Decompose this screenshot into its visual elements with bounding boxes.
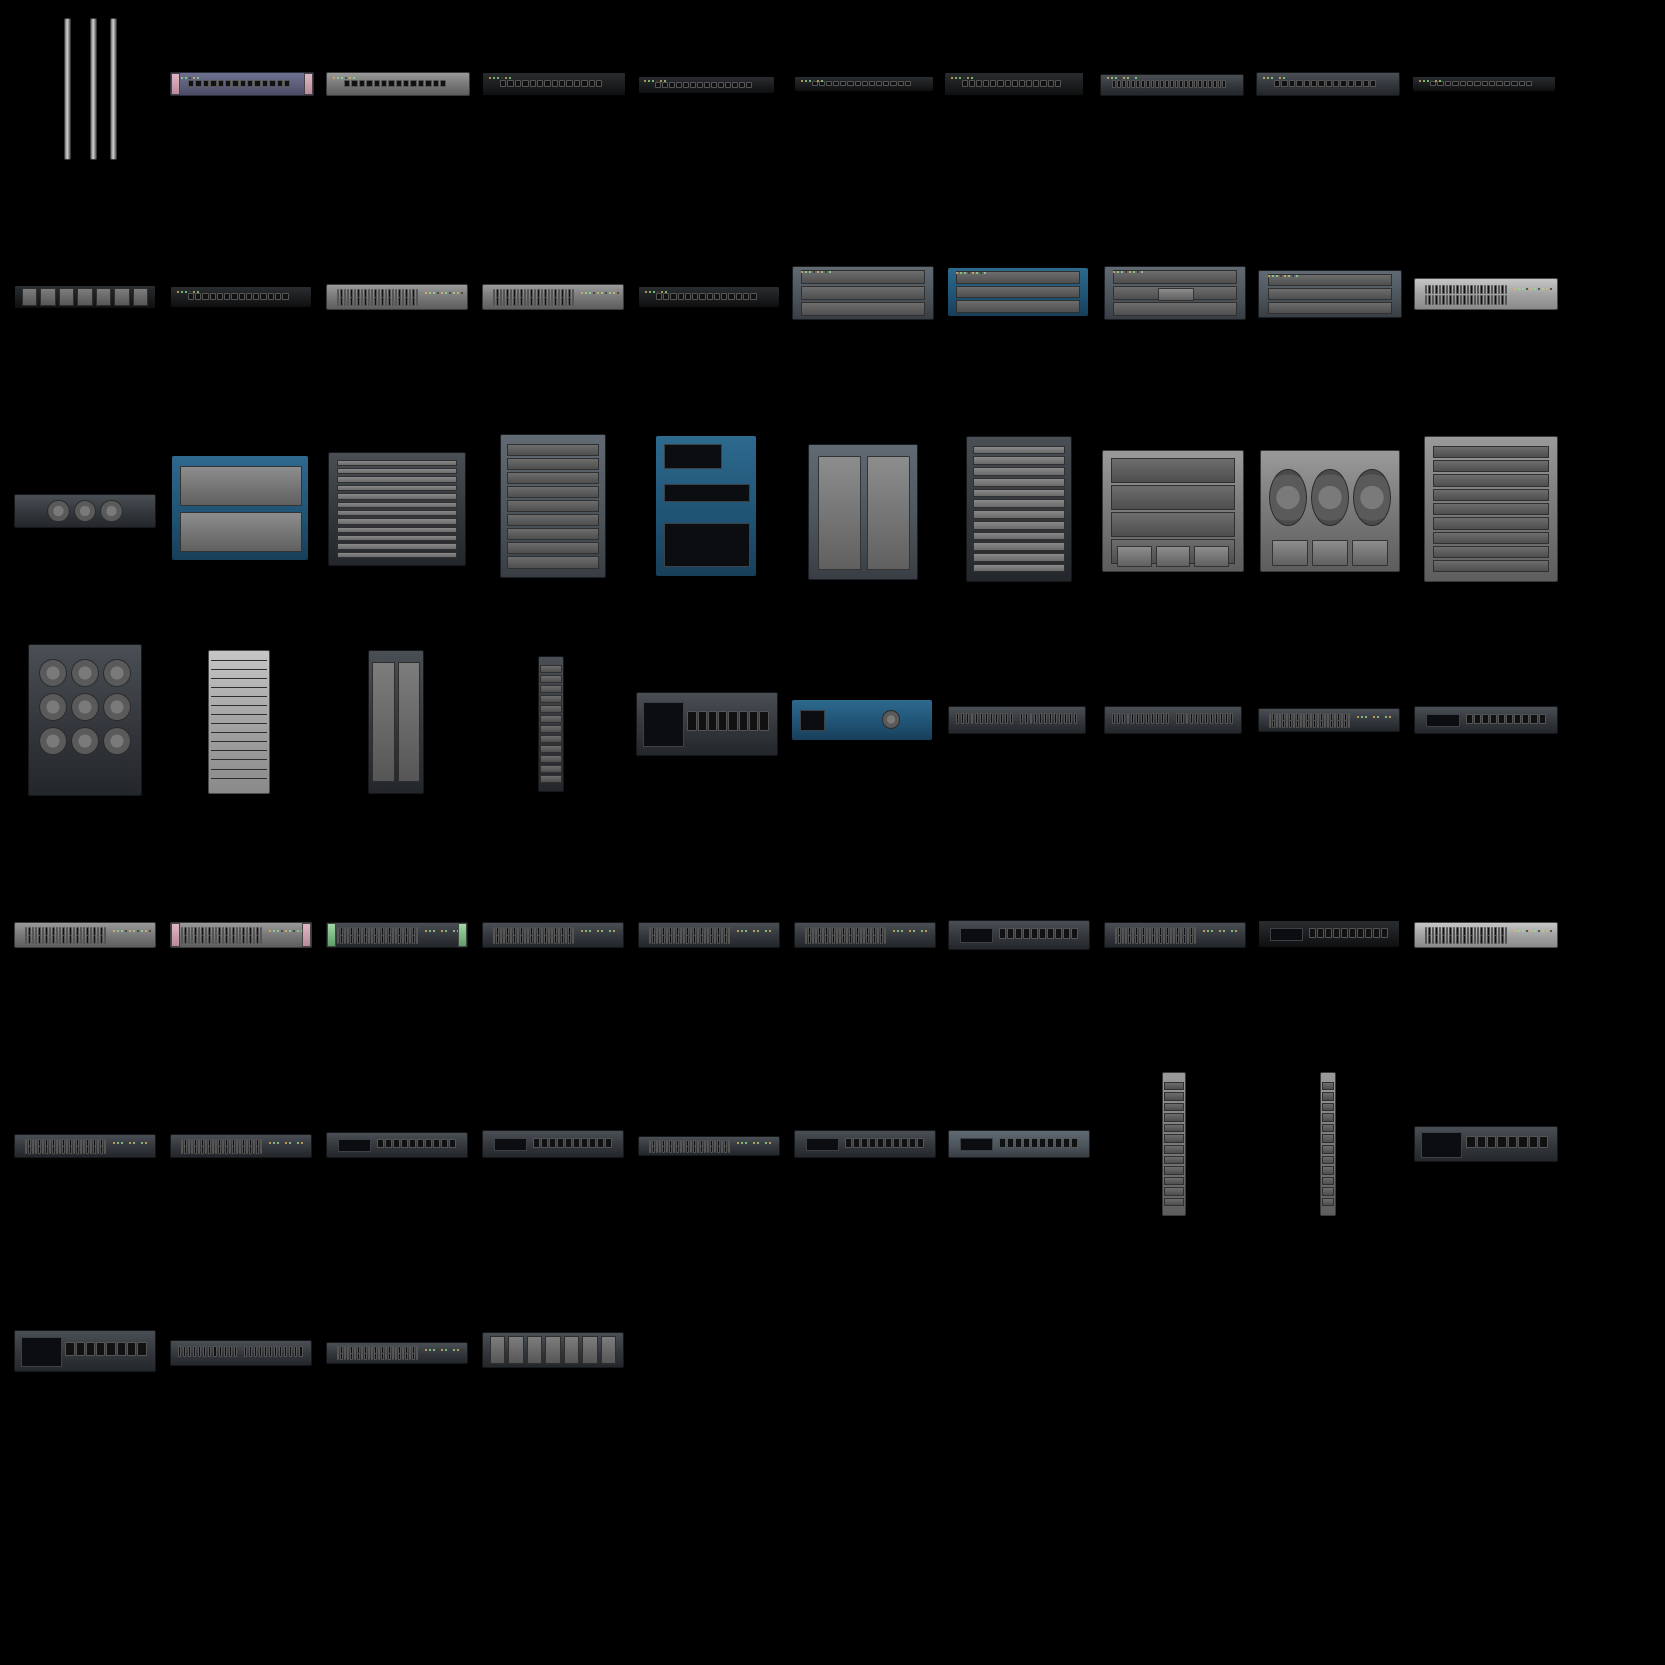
status-led-strip	[1357, 716, 1395, 718]
port-strip	[337, 290, 418, 296]
line-card-stack	[1433, 446, 1549, 573]
switch-1u-48port-a-faceplate	[326, 284, 468, 310]
switch-1u-row5-i-faceplate	[1258, 920, 1400, 948]
appliance-1u-purple[interactable]	[170, 72, 312, 94]
appliance-2u-row7-a[interactable]	[14, 1330, 154, 1370]
fan-tray-columns	[33, 651, 136, 789]
port-strip	[25, 1147, 106, 1153]
fan-row	[1269, 463, 1390, 533]
switch-1u-row6-g[interactable]	[948, 1130, 1088, 1156]
port-strip	[337, 936, 418, 942]
port-strip	[1309, 929, 1387, 937]
port-strip	[493, 298, 574, 304]
chassis-2u-slate-c[interactable]	[1258, 270, 1400, 316]
switch-1u-row6-d-faceplate	[482, 1130, 624, 1158]
chassis-fan-front-faceplate	[1260, 450, 1400, 572]
status-led-strip	[333, 77, 355, 79]
port-strip	[344, 81, 446, 87]
rack-ear-left	[171, 73, 180, 95]
port-strip	[337, 298, 418, 304]
appliance-1u-black-b-faceplate	[638, 76, 775, 94]
module-blades-1u[interactable]	[14, 285, 154, 307]
status-led-strip	[801, 80, 823, 82]
chassis-blue-tower-faceplate	[656, 436, 756, 576]
port-strip	[377, 1140, 455, 1147]
port-strip	[649, 1141, 730, 1146]
rack-rail-post-right-faceplate	[110, 18, 117, 160]
appliance-1u-purple-faceplate	[170, 72, 314, 96]
appliance-1u-black-d-faceplate	[944, 72, 1084, 96]
chassis-2u-slate-a-faceplate	[792, 266, 934, 320]
switch-1u-dark-a[interactable]	[1258, 708, 1398, 730]
port-strip	[1112, 714, 1169, 723]
rack-ear-right	[458, 923, 467, 947]
panel-region-3	[664, 523, 750, 567]
port-strip	[999, 929, 1077, 937]
port-strip	[500, 81, 602, 87]
appliance-1u-black-e-faceplate	[1412, 76, 1556, 92]
patch-panel-row7[interactable]	[170, 1340, 310, 1364]
appliance-1u-black-a-faceplate	[482, 72, 626, 96]
appliance-1u-black-c[interactable]	[794, 76, 932, 90]
status-led-strip	[1113, 271, 1143, 273]
chassis-narrow-pair-faceplate	[368, 650, 424, 794]
module-vertical-b-faceplate	[1320, 1072, 1336, 1216]
chassis-slots	[956, 271, 1079, 313]
port-strip	[188, 81, 290, 87]
port-strip	[962, 81, 1061, 87]
port-strip	[25, 936, 106, 942]
switch-1u-row5-g[interactable]	[948, 920, 1088, 948]
appliance-1u-small-b[interactable]	[638, 286, 778, 306]
port-strip	[1115, 928, 1196, 934]
vertical-slots	[1322, 1082, 1334, 1207]
rack-rail-post-left[interactable]	[64, 18, 69, 158]
switch-1u-silver-a[interactable]	[1414, 278, 1556, 308]
switch-1u-row5-b[interactable]	[170, 922, 310, 946]
switch-1u-row5-j-faceplate	[1414, 922, 1558, 948]
switch-1u-row6-c[interactable]	[326, 1132, 466, 1156]
switch-1u-row6-b[interactable]	[170, 1134, 310, 1156]
chassis-line-card-a[interactable]	[328, 452, 464, 564]
module-vertical-a[interactable]	[1162, 1072, 1184, 1214]
status-led-strip	[1514, 930, 1552, 932]
switch-1u-row5-a[interactable]	[14, 922, 154, 946]
chassis-2u-slate-a[interactable]	[792, 266, 932, 318]
switch-1u-row5-d[interactable]	[482, 922, 622, 946]
port-strip	[1020, 714, 1077, 723]
port-strip	[533, 1139, 611, 1147]
server-vent	[1421, 1132, 1463, 1158]
port-strip	[1430, 82, 1532, 86]
status-led-strip	[581, 292, 619, 294]
switch-1u-row5-c[interactable]	[326, 922, 466, 946]
port-strip	[337, 1354, 418, 1359]
chassis-slots	[801, 270, 924, 316]
status-led-strip	[425, 1349, 463, 1351]
module-row7-d-faceplate	[482, 1332, 624, 1368]
chassis-9u-grey-b[interactable]	[1424, 436, 1556, 580]
port-strip	[1269, 714, 1350, 720]
server-front-bezel[interactable]	[636, 692, 776, 754]
appliance-1u-blue-a-faceplate	[792, 700, 932, 740]
module-row7-d[interactable]	[482, 1332, 622, 1366]
chassis-narrow-pair[interactable]	[368, 650, 422, 792]
appliance-display	[800, 710, 824, 731]
drive-bay[interactable]	[180, 512, 302, 551]
port-strip	[805, 928, 886, 934]
switch-1u-row6-d[interactable]	[482, 1130, 622, 1156]
chassis-9u-grey-a[interactable]	[1102, 450, 1242, 570]
patch-panel-b[interactable]	[1104, 706, 1240, 732]
port-strip	[1274, 81, 1376, 87]
power-supply-module[interactable]	[818, 456, 861, 571]
switch-1u-dark-b[interactable]	[1414, 706, 1556, 732]
server-vent	[21, 1337, 62, 1367]
status-led-strip	[1107, 77, 1137, 79]
status-led-strip	[956, 272, 986, 274]
port-strip	[337, 1347, 418, 1352]
status-led-strip	[425, 292, 463, 294]
switch-1u-row5-a-faceplate	[14, 922, 156, 948]
port-strip	[181, 1147, 262, 1153]
port-strip	[999, 1139, 1077, 1147]
vertical-slots	[1164, 1082, 1183, 1207]
rack-rail-post-mid-faceplate	[90, 18, 97, 160]
rack-ear-right	[302, 923, 311, 947]
psu-tray-1u[interactable]	[14, 494, 154, 526]
switch-1u-row6-g-faceplate	[948, 1130, 1090, 1158]
switch-1u-24port-a[interactable]	[1100, 74, 1242, 94]
chassis-vertical-a[interactable]	[500, 434, 604, 576]
chassis-fabric-a-faceplate	[966, 436, 1072, 582]
chassis-fabric-a[interactable]	[966, 436, 1070, 580]
switch-1u-dark-a-faceplate	[1258, 708, 1400, 732]
status-led-strip	[893, 930, 931, 932]
port-strip	[649, 1147, 730, 1152]
status-led-strip	[1263, 77, 1285, 79]
port-strip	[493, 936, 574, 942]
appliance-1u-black-a[interactable]	[482, 72, 624, 94]
switch-1u-row5-h[interactable]	[1104, 922, 1244, 946]
tower-cabinet-faceplate	[208, 650, 270, 794]
module-display	[494, 1138, 527, 1152]
appliance-2u-row6-faceplate	[1414, 1126, 1558, 1162]
module-display	[960, 1138, 993, 1152]
port-strip	[25, 928, 106, 934]
rack-rail-post-right[interactable]	[110, 18, 115, 158]
port-strip	[649, 936, 730, 942]
module-vertical-a-faceplate	[1162, 1072, 1186, 1216]
chassis-line-card-a-faceplate	[328, 452, 466, 566]
status-led-strip	[1268, 275, 1298, 277]
chassis-2u-slate-b-faceplate	[1104, 266, 1246, 320]
switch-1u-row6-e[interactable]	[638, 1136, 778, 1154]
module-display	[1270, 928, 1303, 942]
port-strip	[812, 82, 911, 86]
status-led-strip	[489, 77, 511, 79]
switch-1u-row5-j[interactable]	[1414, 922, 1556, 946]
port-strip	[1425, 286, 1507, 294]
switch-1u-row6-a[interactable]	[14, 1134, 154, 1156]
switch-1u-48port-b[interactable]	[482, 284, 622, 308]
switch-1u-row6-f[interactable]	[794, 1130, 934, 1156]
switch-1u-row5-f[interactable]	[794, 922, 934, 946]
patch-panel-b-faceplate	[1104, 706, 1242, 734]
port-strip	[649, 928, 730, 934]
line-card-stack	[507, 444, 599, 569]
status-led-strip	[644, 80, 666, 82]
port-strip	[1466, 715, 1546, 723]
psu-fan-row	[40, 499, 130, 523]
port-strip	[845, 1139, 923, 1147]
chassis-vertical-a-faceplate	[500, 434, 606, 578]
status-led-strip	[737, 1142, 775, 1144]
rack-ear-left	[327, 923, 336, 947]
switch-1u-panel-b-faceplate	[1256, 72, 1400, 96]
switch-1u-48port-a[interactable]	[326, 284, 466, 308]
chassis-blue-tower[interactable]	[656, 436, 756, 576]
status-led-strip	[1514, 288, 1552, 290]
port-strip	[805, 936, 886, 942]
status-led-strip	[1419, 80, 1441, 82]
status-led-strip	[113, 1142, 151, 1144]
chassis-2u-blue-a-faceplate	[948, 268, 1088, 316]
chassis-2u-blue-a[interactable]	[948, 268, 1088, 316]
switch-1u-row5-e-faceplate	[638, 922, 780, 948]
appliance-2u-row6[interactable]	[1414, 1126, 1556, 1160]
fan-tray-triple-faceplate	[28, 644, 142, 796]
fan-tray-triple[interactable]	[28, 644, 140, 794]
port-strip	[25, 1140, 106, 1146]
port-strip	[188, 294, 289, 299]
psu-bay-row	[1114, 547, 1232, 566]
port-strip	[244, 1347, 303, 1356]
appliance-1u-grey[interactable]	[326, 72, 468, 94]
chassis-dual-psu[interactable]	[808, 444, 916, 578]
port-strip	[655, 83, 752, 87]
narrow-card-slots	[372, 662, 421, 781]
port-strip	[1425, 936, 1507, 942]
port-strip	[956, 714, 1013, 723]
port-strip	[493, 290, 574, 296]
port-strip	[337, 928, 418, 934]
appliance-1u-black-b[interactable]	[638, 76, 773, 92]
port-strip	[181, 928, 262, 934]
port-strip	[181, 936, 262, 942]
chassis-9u-grey-a-faceplate	[1102, 450, 1244, 572]
status-led-strip	[951, 77, 973, 79]
appliance-1u-small-a-faceplate	[170, 286, 312, 308]
module-blades-1u-faceplate	[14, 285, 156, 309]
status-led-strip	[801, 271, 831, 273]
switch-1u-row5-h-faceplate	[1104, 922, 1246, 948]
module-row7-c[interactable]	[326, 1342, 466, 1362]
switch-1u-row5-g-faceplate	[948, 920, 1090, 950]
psu-bay-row	[1269, 541, 1390, 565]
panel-region-2	[664, 484, 750, 503]
chassis-2u-slate-c-faceplate	[1258, 270, 1402, 318]
chassis-dual-psu-faceplate	[808, 444, 918, 580]
switch-1u-row5-d-faceplate	[482, 922, 624, 948]
port-strip	[656, 294, 757, 299]
chassis-9u-grey-b-faceplate	[1424, 436, 1558, 582]
module-display	[806, 1138, 839, 1152]
port-strip	[181, 1140, 262, 1146]
patch-panel-a[interactable]	[948, 706, 1084, 732]
chassis-2u-slate-b[interactable]	[1104, 266, 1244, 318]
port-strip	[1425, 928, 1507, 934]
rack-ear-left	[171, 923, 180, 947]
module-display	[1426, 714, 1459, 728]
port-strip	[1425, 296, 1507, 304]
chassis-slots	[1268, 274, 1393, 315]
panel-region-1	[664, 444, 722, 468]
switch-1u-row6-c-faceplate	[326, 1132, 468, 1158]
rack-rail-post-mid[interactable]	[90, 18, 95, 158]
port-strip	[1112, 81, 1226, 87]
status-led-strip	[581, 930, 619, 932]
status-led-strip	[737, 930, 775, 932]
switch-1u-48port-b-faceplate	[482, 284, 624, 310]
appliance-1u-blue-a[interactable]	[792, 700, 932, 740]
drive-bay[interactable]	[180, 466, 302, 505]
rack-rail-post-left-faceplate	[64, 18, 71, 160]
status-led-strip	[177, 291, 199, 293]
vertical-slots	[540, 665, 561, 783]
port-strip	[1466, 1137, 1548, 1147]
port-strip	[687, 712, 768, 731]
line-card-stack	[337, 460, 457, 559]
patch-panel-a-faceplate	[948, 706, 1086, 734]
chassis-handle[interactable]	[1158, 288, 1194, 301]
switch-1u-row5-i[interactable]	[1258, 920, 1398, 946]
appliance-knob[interactable]	[882, 710, 901, 729]
line-card-stack	[973, 446, 1065, 573]
port-strip	[178, 1347, 237, 1356]
status-led-strip	[645, 291, 667, 293]
module-display	[338, 1139, 371, 1152]
status-led-strip	[269, 1142, 307, 1144]
port-strip	[1269, 721, 1350, 727]
switch-1u-panel-b[interactable]	[1256, 72, 1398, 94]
chassis-2u-blue-b[interactable]	[172, 456, 308, 560]
blade-slots	[22, 288, 148, 307]
switch-1u-dark-b-faceplate	[1414, 706, 1558, 734]
status-led-strip	[113, 930, 151, 932]
appliance-1u-black-c-faceplate	[794, 76, 934, 92]
rack-ear-right	[304, 73, 313, 95]
switch-1u-row5-b-faceplate	[170, 922, 312, 948]
appliance-1u-small-a[interactable]	[170, 286, 310, 306]
psu-tray-1u-faceplate	[14, 494, 156, 528]
switch-1u-24port-a-faceplate	[1100, 74, 1244, 96]
switch-1u-row5-f-faceplate	[794, 922, 936, 948]
server-front-bezel-faceplate	[636, 692, 778, 756]
appliance-2u-row7-a-faceplate	[14, 1330, 156, 1372]
switch-1u-row6-a-faceplate	[14, 1134, 156, 1158]
tower-cabinet[interactable]	[208, 650, 268, 792]
port-strip	[1176, 714, 1233, 723]
switch-1u-silver-a-faceplate	[1414, 278, 1558, 310]
port-strip	[1115, 936, 1196, 942]
chassis-narrow-single[interactable]	[538, 656, 562, 790]
appliance-1u-grey-faceplate	[326, 72, 470, 96]
switch-1u-row5-c-faceplate	[326, 922, 468, 948]
chassis-2u-blue-b-faceplate	[172, 456, 308, 560]
appliance-1u-black-e[interactable]	[1412, 76, 1554, 90]
switch-1u-row5-e[interactable]	[638, 922, 778, 946]
switch-1u-row6-e-faceplate	[638, 1136, 780, 1156]
module-display	[960, 928, 993, 943]
patch-panel-row7-faceplate	[170, 1340, 312, 1366]
switch-1u-row6-b-faceplate	[170, 1134, 312, 1158]
module-row7-c-faceplate	[326, 1342, 468, 1364]
chassis-narrow-single-faceplate	[538, 656, 564, 792]
status-led-strip	[1203, 930, 1241, 932]
appliance-1u-black-d[interactable]	[944, 72, 1082, 94]
appliance-1u-small-b-faceplate	[638, 286, 780, 308]
module-vertical-b[interactable]	[1320, 1072, 1334, 1214]
server-vent	[643, 702, 684, 747]
chassis-fan-front[interactable]	[1260, 450, 1398, 570]
port-strip	[65, 1343, 146, 1355]
blade-slots	[490, 1336, 616, 1365]
switch-1u-row6-f-faceplate	[794, 1130, 936, 1158]
power-supply-module[interactable]	[867, 456, 910, 571]
port-strip	[493, 928, 574, 934]
